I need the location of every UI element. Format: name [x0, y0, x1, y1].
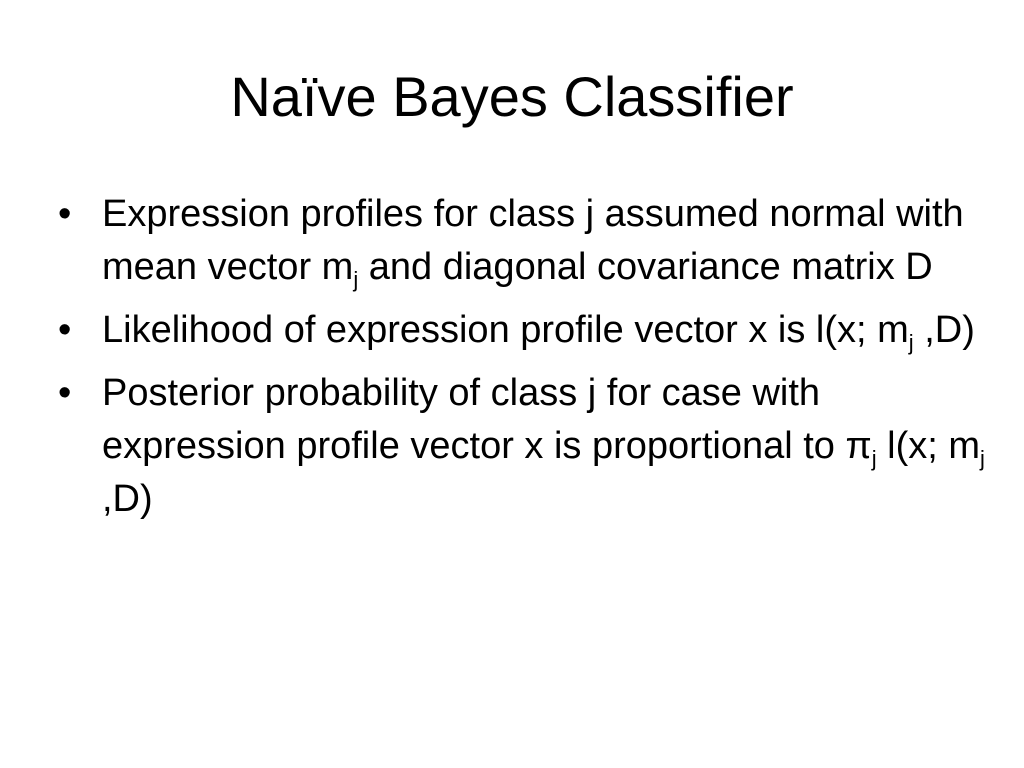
bullet-text-segment: ,D) [913, 309, 975, 351]
subscript-j: j [908, 330, 914, 355]
bullet-marker: • [58, 372, 72, 414]
subscript-j: j [353, 267, 359, 292]
bullet-text-segment: Likelihood of expression profile vector x is l(x; m [102, 309, 909, 351]
bullet-marker: • [58, 309, 72, 351]
bullet-text [102, 309, 975, 355]
bullet-item-expression-profiles [58, 188, 988, 294]
bullet-item-likelihood [58, 304, 988, 357]
subscript-j: j [980, 446, 985, 471]
bullet-text-segment: and diagonal covariance matrix D [358, 246, 933, 288]
slide-title: Naïve Bayes Classifier [230, 65, 794, 128]
bullet-list [58, 188, 988, 536]
bullet-text-segment: l(x; m [876, 425, 981, 467]
bullet-text-segment: Expression profiles for class j assumed normal with mean vector m [102, 193, 964, 288]
bullet-text [102, 372, 985, 520]
subscript-j: j [871, 446, 877, 471]
bullet-text-segment: Posterior probability of class j for case with expression profile vector x is proportional to π [102, 372, 872, 467]
bullet-item-posterior-probability [58, 367, 988, 526]
bullet-text [102, 193, 964, 292]
bullet-marker: • [58, 193, 72, 235]
bullet-text-segment: ,D) [102, 478, 153, 520]
